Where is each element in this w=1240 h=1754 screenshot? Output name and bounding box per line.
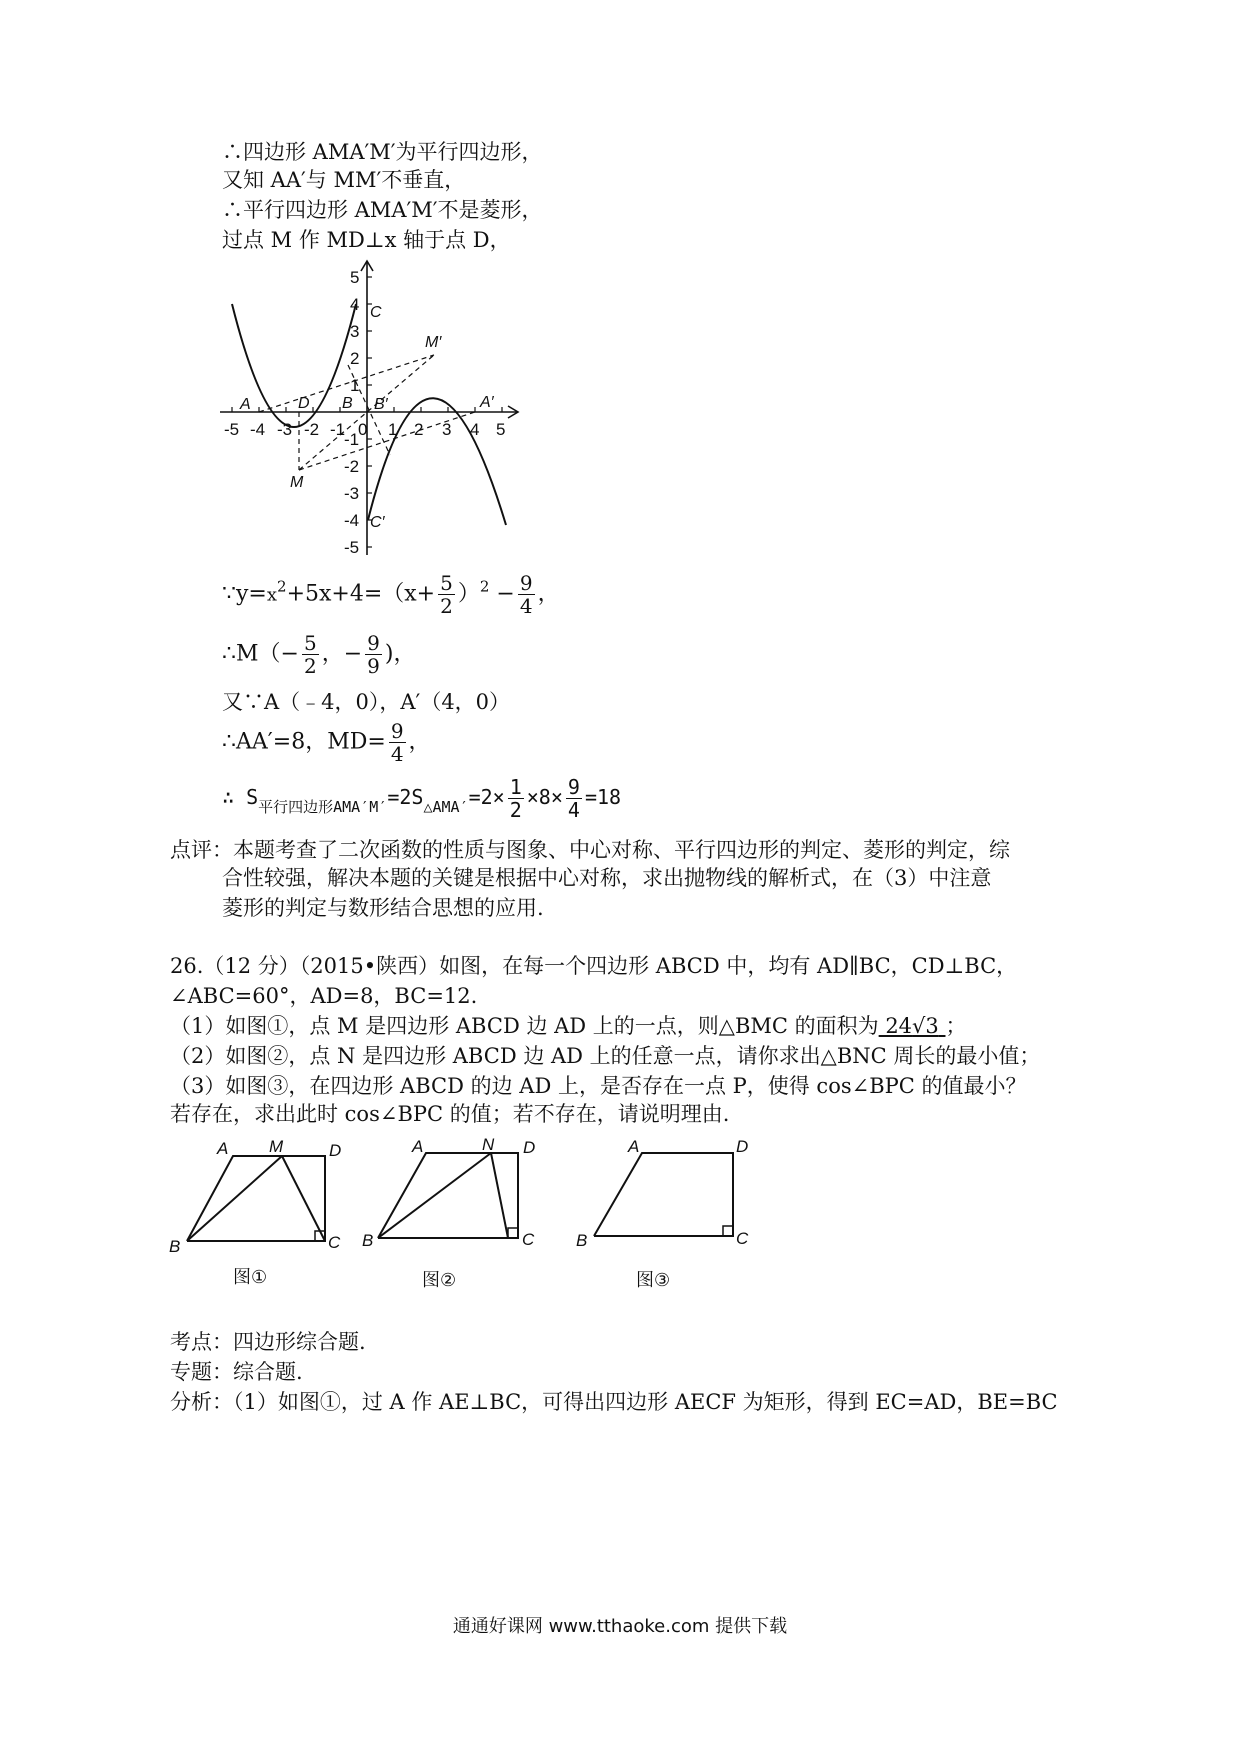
figure-2: [360, 1138, 550, 1298]
kaodian-line: 考点：四边形综合题.: [170, 1330, 366, 1354]
fig1-label-M: M: [269, 1138, 284, 1156]
point-B-label: B: [342, 395, 353, 412]
y-tick-neg5: -5: [344, 538, 360, 557]
question-26-line-1: 26.（12 分）（2015•陕西）如图，在每一个四边形 ABCD 中，均有 AD∥BC，CD⊥BC，: [170, 954, 1018, 978]
fig1-label-D: D: [329, 1141, 342, 1160]
y-tick-4: 4: [350, 295, 360, 314]
equation-A-coordinates: 又∵A（﹣4，0），A′（4，0）: [222, 690, 511, 714]
equation-vertex-form: $\because y=x^2+5x+4=(x+$ $\frac{5}{2}$ ）$^2$ − $\frac{9}{4}$ ，: [222, 571, 560, 618]
solution-line-3: ∴平行四边形 AMA′M′不是菱形，: [222, 198, 543, 222]
fig1-label-B: B: [169, 1237, 181, 1256]
point-C-label: C: [370, 304, 382, 321]
point-Mprime-label: M′: [425, 334, 442, 351]
y-tick-1: 1: [350, 376, 360, 395]
fig1-label-C: C: [328, 1233, 341, 1252]
x-tick-0: 0: [358, 420, 368, 439]
fig1-label-A: A: [217, 1139, 229, 1158]
y-tick-neg1: -1: [344, 430, 360, 449]
x-tick-4: 4: [470, 420, 480, 439]
point-D-label: D: [298, 395, 310, 412]
zhuanti-line: 专题：综合题.: [170, 1360, 303, 1384]
fig3-caption: 图③: [636, 1270, 671, 1290]
figure-1: [165, 1138, 355, 1298]
question-26-line-2: ∠ABC=60°，AD=8，BC=12.: [170, 984, 478, 1008]
solution-line-2: 又知 AA′与 MM′不垂直，: [222, 168, 466, 192]
x-tick-1: 1: [388, 420, 398, 439]
fig3-label-C: C: [736, 1229, 749, 1248]
fig2-label-N: N: [482, 1138, 495, 1154]
fig2-label-D: D: [523, 1138, 536, 1157]
fig3-label-A: A: [628, 1138, 640, 1156]
question-26-part-1: （1）如图①，点 M 是四边形 ABCD 边 AD 上的一点，则△BMC 的面积为 24√3 ；: [170, 1014, 967, 1038]
point-Cprime-label: C′: [370, 514, 385, 531]
x-tick-neg5: -5: [224, 420, 240, 439]
y-tick-neg3: -3: [344, 484, 360, 503]
point-Bprime-label: B′: [374, 396, 388, 413]
fig2-label-A: A: [412, 1138, 424, 1156]
question-26-part-3: （3）如图③，在四边形 ABCD 的边 AD 上，是否存在一点 P，使得 cos∠BPC 的值最小？: [170, 1074, 1027, 1098]
x-tick-neg3: -3: [277, 420, 293, 439]
point-M-label: M: [290, 474, 304, 491]
comment-line-1: 点评：本题考查了二次函数的性质与图象、中心对称、平行四边形的判定、菱形的判定，综: [170, 838, 1010, 862]
x-tick-2: 2: [414, 420, 424, 439]
point-Aprime-label: A′: [480, 394, 494, 411]
x-tick-3: 3: [442, 420, 452, 439]
y-tick-neg2: -2: [344, 457, 360, 476]
answer-blank: 24√3: [878, 1014, 939, 1038]
fig2-caption: 图②: [422, 1270, 457, 1290]
fig2-label-B: B: [362, 1231, 374, 1250]
fig3-label-B: B: [576, 1231, 588, 1250]
x-tick-neg4: -4: [250, 420, 266, 439]
x-tick-neg1: -1: [330, 420, 346, 439]
x-tick-neg2: -2: [304, 420, 320, 439]
equation-AA-MD: ∴AA′=8，MD= $\frac{9}{4}$ ，: [222, 719, 431, 766]
equation-area: ∴ $S_{平行四边形AMA'M'}=2S_{\triangle AMA'}=2\times$ $\frac{1}{2}$ ×8× $\frac{9}{4}$ =18: [222, 775, 622, 822]
x-tick-5: 5: [496, 420, 506, 439]
solution-line-1: ∴四边形 AMA′M′为平行四边形，: [222, 140, 543, 164]
comment-line-2: 合性较强，解决本题的关键是根据中心对称，求出抛物线的解析式，在（3）中注意: [222, 866, 992, 890]
page-footer: 通通好课网 www.tthaoke.com 提供下载: [452, 1616, 788, 1637]
equation-M-coordinates: ∴M（− $\frac{5}{2}$ ，− $\frac{9}{9}$ )，: [222, 631, 416, 678]
parabola-graph: [220, 255, 530, 565]
parabola-right: [368, 398, 506, 525]
fig1-caption: 图①: [233, 1267, 268, 1287]
y-tick-3: 3: [350, 322, 360, 341]
fenxi-line: 分析：（1）如图①，过 A 作 AE⊥BC，可得出四边形 AECF 为矩形，得到 EC=AD，BE=BC: [170, 1390, 1058, 1414]
fig2-label-C: C: [522, 1230, 535, 1249]
solution-line-4: 过点 M 作 MD⊥x 轴于点 D，: [222, 228, 511, 252]
fig3-label-D: D: [736, 1138, 749, 1156]
point-A-label: A: [240, 396, 251, 413]
y-tick-neg4: -4: [344, 511, 360, 530]
question-26-part-3b: 若存在，求出此时 cos∠BPC 的值；若不存在，请说明理由.: [170, 1102, 730, 1126]
figure-3: [570, 1138, 760, 1298]
y-tick-5: 5: [350, 268, 360, 287]
y-tick-2: 2: [350, 349, 360, 368]
question-26-part-2: （2）如图②，点 N 是四边形 ABCD 边 AD 上的任意一点，请你求出△BNC 周长的最小值；: [170, 1044, 1041, 1068]
comment-line-3: 菱形的判定与数形结合思想的应用.: [222, 896, 544, 920]
